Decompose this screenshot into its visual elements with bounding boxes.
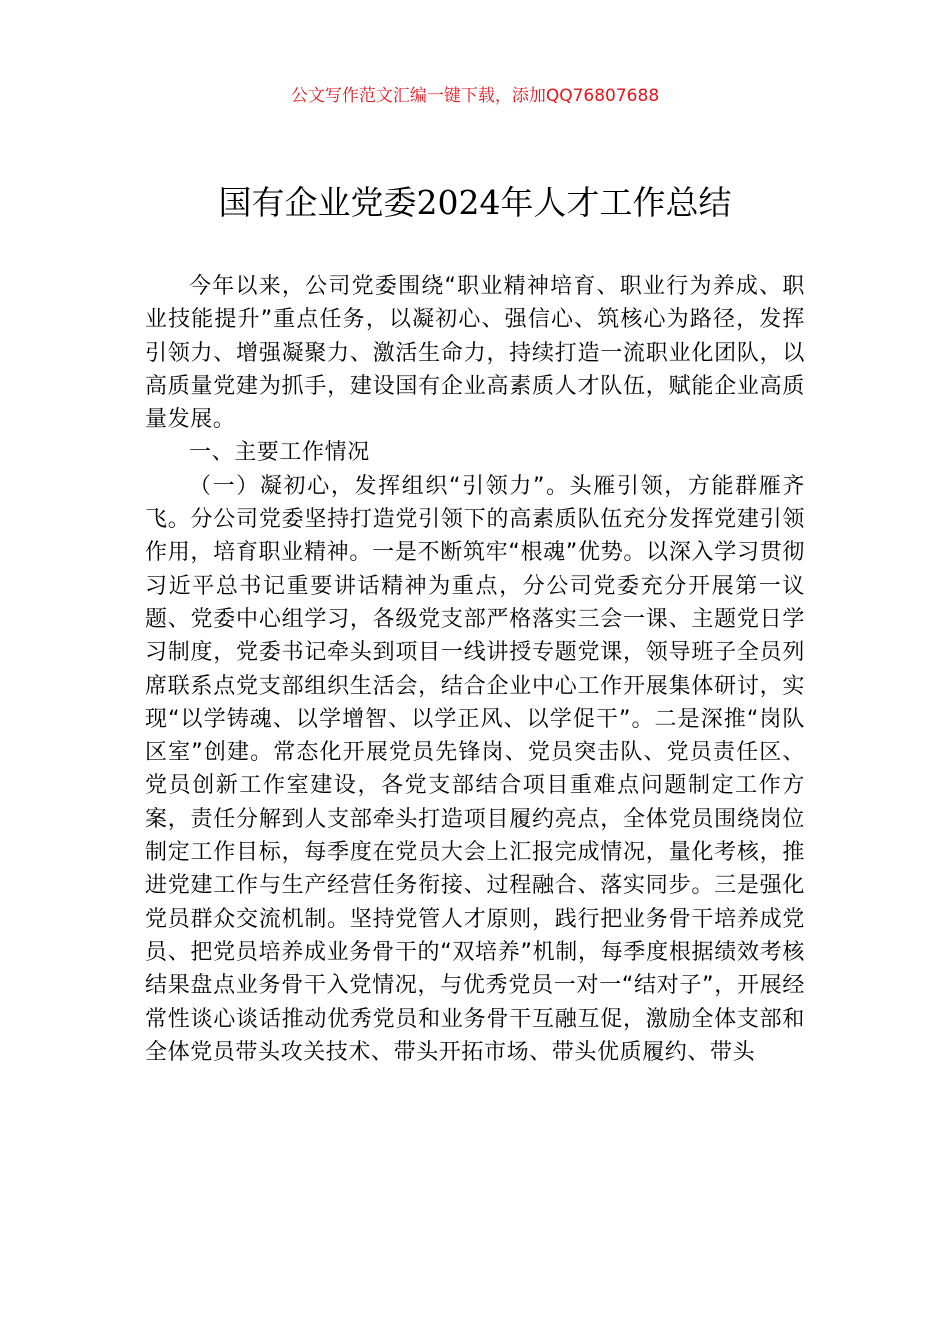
download-promo-note: 公文写作范文汇编一键下载，添加QQ76807688 (290, 86, 660, 106)
section-heading: 一、主要工作情况 (189, 440, 370, 466)
intro-paragraph: 今年以来，公司党委围绕“职业精神培育、职业行为养成、职业技能提升”重点任务，以凝初心、强信心、筑核心为路径，发挥引领力、增强凝聚力、激活生命力，持续打造一流职业化团队，以高质量党建为抓手，建设国有企业高素质人才队伍，赋能企业高质量发展。 (145, 274, 805, 433)
page-title: 国有企业党委2024年人才工作总结 (218, 183, 732, 222)
body-paragraph: （一）凝初心，发挥组织“引领力”。头雁引领，方能群雁齐飞。分公司党委坚持打造党引领下的高素质队伍充分发挥党建引领作用，培育职业精神。一是不断筑牢“根魂”优势。以深入学习贯彻习近平总书记重要讲话精神为重点，分公司党委充分开展第一议题、党委中心组学习，各级党支部严格落实三会一课、主题党日学习制度，党委书记牵头到项目一线讲授专题党课，领导班子全员列席联系点党支部组织生活会，结合企业中心工作开展集体研讨，实现“以学铸魂、以学增智、以学正风、以学促干”。二是深推“岗队区室”创建。常态化开展党员先锋岗、党员突击队、党员责任区、党员创新工作室建设，各党支部结合项目重难点问题制定工作方案，责任分解到人支部牵头打造项目履约亮点，全体党员围绕岗位制定工作目标，每季度在党员大会上汇报完成情况，量化考核，推进党建工作与生产经营任务衔接、过程融合、落实同步。三是强化党员群众交流机制。坚持党管人才原则，践行把业务骨干培养成党员、把党员培养成业务骨干的“双培养”机制，每季度根据绩效考核结果盘点业务骨干入党情况，与优秀党员一对一“结对子”，开展经常性谈心谈话推动优秀党员和业务骨干互融互促，激励全体支部和全体党员带头攻关技术、带头开拓市场、带头优质履约、带头 (145, 473, 805, 1065)
document-body (145, 270, 805, 1069)
